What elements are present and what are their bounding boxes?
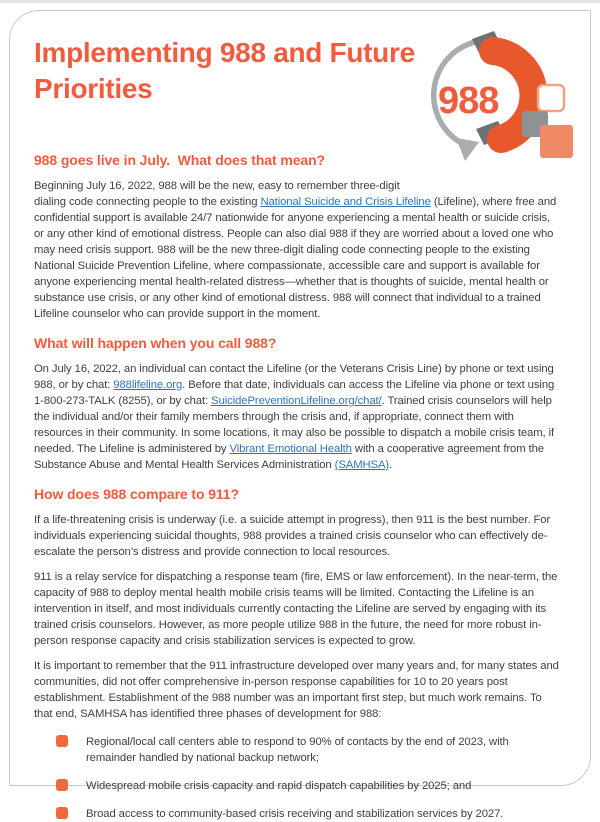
- logo-988-graphic: [420, 29, 575, 169]
- text-run: On July 16, 2022, an individual can contact the Lifeline (or the Veterans Crisis Line) by phone or text using 988, or by chat:: [34, 363, 554, 391]
- text-run: (Lifeline), where free and confidential support is available 24/7 nationwide for anyone experiencing a mental health or suicide crisis, or any other kind of emotional distress. People can also dial 988 if they are worried about a loved one who may need crisis support. 988 will be the new three-digit dialing code connecting people to the existing National Suicide Prevention Lifeline, where compassionate, accessible care and support is available for anyone experiencing mental health-related distress—whether that is thoughts of suicide, mental health or substance use crisis, or any other kind of emotional distress. 988 will connect that individual to a trained Lifeline counselor who can provide support in the moment.: [34, 196, 557, 320]
- text-run: dialing code connecting people to the existing: [34, 196, 261, 208]
- paragraph: [34, 361, 559, 473]
- logo-988-number: 988: [438, 80, 499, 122]
- hyperlink[interactable]: 988lifeline.org: [113, 379, 183, 391]
- bullet-item: [34, 778, 559, 794]
- page-title-line1: Implementing 988 and Future: [34, 37, 415, 68]
- bullet-list: [34, 734, 559, 822]
- hyperlink[interactable]: Vibrant Emotional Health: [229, 443, 352, 455]
- bullet-square-icon: [56, 779, 68, 791]
- paragraph: [34, 512, 559, 560]
- document-header: [34, 27, 577, 139]
- text-run: . Trained crisis counselors will help the individual and/or their family members through the crisis and, if appropriate, connect them with resources in their community. In some locations, it may also be possible to dispatch a mobile crisis team, if needed. The Lifeline is administered by: [34, 395, 555, 455]
- bullet-text: Broad access to community-based crisis receiving and stabilization services by 2027.: [86, 808, 504, 820]
- text-run: It is important to remember that the 911 infrastructure developed over many years and, for many states and communities, did not offer comprehensive in-person response capabilities for 10 to 20 years post establishment. Establishment of the 988 number was an important first step, but much work remains. To that end, SAMHSA has identified three phases of development for 988:: [34, 660, 559, 720]
- bullet-item: [34, 734, 559, 766]
- bullet-text: Widespread mobile crisis capacity and rapid dispatch capabilities by 2025; and: [86, 780, 472, 792]
- fact-sheet-card: [9, 10, 591, 820]
- section-heading: 988 goes live in July. What does that mean?: [34, 152, 325, 168]
- bullet-text: Regional/local call centers able to respond to 90% of contacts by the end of 2023, with remainder handled by national backup network;: [86, 736, 509, 764]
- bullet-square-icon: [56, 807, 68, 819]
- section-heading: What will happen when you call 988?: [34, 335, 277, 351]
- text-run: 911 is a relay service for dispatching a response team (fire, EMS or law enforcement). In the near-term, the capacity of 988 to deploy mental health mobile crisis teams will be limited. Contacting the Lifeline is an intervention in itself, and most individuals currently contacting the Lifeline are served by engaging with its trained crisis counselors. However, as more people utilize 988 in the future, the need for more robust in-person response capacity and crisis stabilization services is expected to grow.: [34, 571, 558, 647]
- paragraph: [34, 178, 559, 322]
- logo-988: [420, 29, 575, 169]
- text-run: Beginning July 16, 2022, 988 will be the new, easy to remember three-digit: [34, 180, 400, 192]
- section-heading: How does 988 compare to 911?: [34, 486, 239, 502]
- page-top-edge: [0, 0, 600, 3]
- bullet-square-icon: [56, 735, 68, 747]
- salmon-square-icon: [540, 125, 573, 158]
- text-run: with a cooperative agreement from the Substance Abuse and Mental Health Services Administration: [34, 443, 544, 471]
- paragraph: [34, 569, 559, 649]
- bullet-item: [34, 806, 559, 822]
- outlined-square-icon: [538, 85, 564, 111]
- hyperlink[interactable]: National Suicide and Crisis Lifeline: [260, 196, 431, 208]
- text-run: If a life-threatening crisis is underway (i.e. a suicide attempt in progress), then 911 is the best number. For individuals experiencing suicidal thoughts, 988 provides a trained crisis counselor who can effectively de-escalate the person’s distress and provide connection to local resources.: [34, 514, 551, 558]
- text-run: . Before that date, individuals can access the Lifeline via phone or text using 1-800-273-TALK (8255), or by chat:: [34, 379, 555, 407]
- document-body: [34, 152, 577, 822]
- page-title-line2: Priorities: [34, 73, 153, 104]
- hyperlink[interactable]: (SAMHSA): [334, 459, 390, 471]
- hyperlink[interactable]: SuicidePreventionLifeline.org/chat/: [211, 395, 382, 407]
- text-run: .: [389, 459, 393, 471]
- paragraph: [34, 658, 559, 722]
